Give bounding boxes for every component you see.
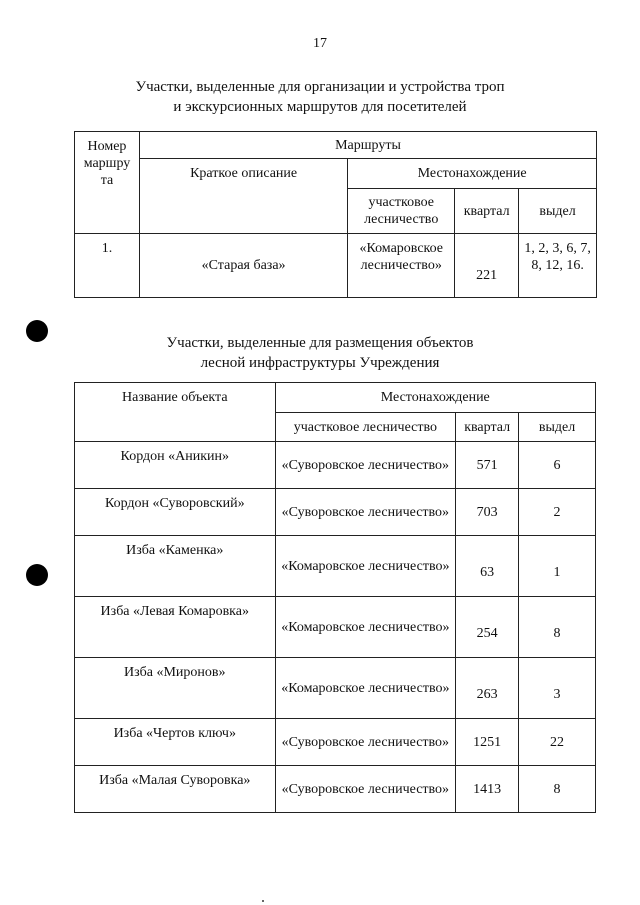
header-location: Местонахождение [275, 383, 595, 413]
header-forestry: участковое лесничество [275, 413, 456, 442]
object-name: Изба «Левая Комаровка» [75, 597, 276, 658]
table-row [75, 536, 596, 597]
object-name: Изба «Чертов ключ» [75, 719, 276, 766]
section2-heading-line2: лесной инфраструктуры Учреждения [200, 355, 440, 371]
section1-heading-line2: и экскурсионных маршрутов для посетителей [173, 99, 467, 115]
object-allotment: 1 [519, 536, 596, 597]
object-name: Изба «Каменка» [75, 536, 276, 597]
header-object-name: Название объекта [75, 383, 276, 442]
table-row [75, 658, 596, 719]
section2-heading [0, 333, 640, 373]
object-quarter: 1413 [456, 766, 519, 813]
section1-heading [0, 77, 640, 117]
table-row [75, 719, 596, 766]
header-allotment: выдел [519, 413, 596, 442]
header-routes: Маршруты [139, 132, 596, 159]
object-name: Изба «Миронов» [75, 658, 276, 719]
object-forestry: «Суворовское лесничество» [275, 489, 456, 536]
object-allotment: 6 [519, 442, 596, 489]
object-forestry: «Комаровское лесничество» [275, 597, 456, 658]
object-allotment: 3 [519, 658, 596, 719]
object-forestry: «Комаровское лесничество» [275, 658, 456, 719]
object-quarter: 263 [456, 658, 519, 719]
routes-table [74, 131, 597, 298]
header-forestry: участковое лесничество [348, 189, 455, 234]
object-name: Кордон «Аникин» [75, 442, 276, 489]
object-forestry: «Суворовское лесничество» [275, 442, 456, 489]
route-quarter: 221 [455, 234, 519, 298]
object-allotment: 8 [519, 766, 596, 813]
object-quarter: 571 [456, 442, 519, 489]
header-quarter: квартал [456, 413, 519, 442]
object-forestry: «Суворовское лесничество» [275, 766, 456, 813]
page-number: 17 [313, 36, 327, 51]
table-row [75, 766, 596, 813]
object-quarter: 1251 [456, 719, 519, 766]
header-description: Краткое описание [139, 159, 347, 234]
route-number: 1. [75, 234, 140, 298]
object-allotment: 2 [519, 489, 596, 536]
object-name: Изба «Малая Суворовка» [75, 766, 276, 813]
object-forestry: «Суворовское лесничество» [275, 719, 456, 766]
object-forestry: «Комаровское лесничество» [275, 536, 456, 597]
table-row [75, 597, 596, 658]
header-quarter: квартал [455, 189, 519, 234]
route-description: «Старая база» [139, 234, 347, 298]
scan-speck [262, 900, 264, 902]
header-allotment: выдел [519, 189, 597, 234]
punch-hole [26, 564, 48, 586]
object-allotment: 22 [519, 719, 596, 766]
table-row [75, 489, 596, 536]
object-name: Кордон «Суворовский» [75, 489, 276, 536]
route-forestry: «Комаровское лесничество» [348, 234, 455, 298]
infrastructure-table [74, 382, 596, 813]
table-row [75, 442, 596, 489]
object-allotment: 8 [519, 597, 596, 658]
object-quarter: 254 [456, 597, 519, 658]
table-row [75, 234, 597, 298]
section2-heading-line1: Участки, выделенные для размещения объектов [166, 335, 474, 351]
object-quarter: 703 [456, 489, 519, 536]
route-allotment: 1, 2, 3, 6, 7, 8, 12, 16. [519, 234, 597, 298]
header-location: Местонахождение [348, 159, 597, 189]
section1-heading-line1: Участки, выделенные для организации и устройства троп [135, 79, 505, 95]
header-route-number: Номер маршру та [75, 132, 140, 234]
object-quarter: 63 [456, 536, 519, 597]
